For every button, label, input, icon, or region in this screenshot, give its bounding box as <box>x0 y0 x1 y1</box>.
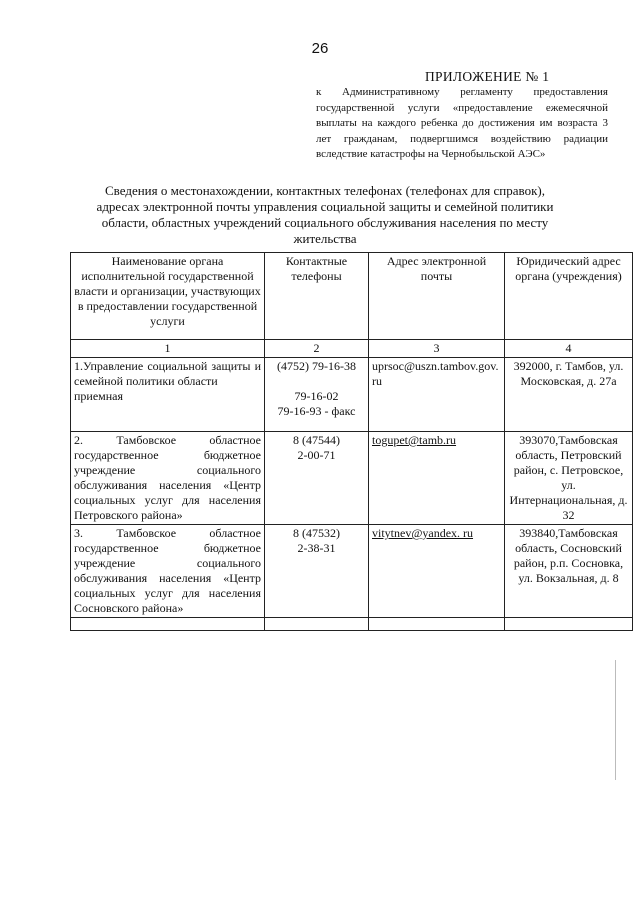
phone-main: 8 (47532) <box>293 526 340 540</box>
table-header-row <box>71 253 633 340</box>
address-cell: 393840,Тамбовская область, Сосновский район, р.п. Сосновка, ул. Вокзальная, д. 8 <box>505 525 633 618</box>
phone-cell <box>265 432 369 525</box>
table-row <box>71 618 633 631</box>
document-heading: Сведения о местонахождении, контактных телефонах (телефонах для справок), адресах электронной почты управления социальной защиты и семейной политики области, областных учреждений социального обслуживания населения по месту жительства <box>96 183 554 246</box>
phone-extra: 79-16-02 <box>294 389 339 403</box>
phone-fax: 79-16-93 - факс <box>277 404 356 418</box>
phone-main: (4752) 79-16-38 <box>277 359 356 373</box>
organization-note: приемная <box>74 389 124 403</box>
empty-cell <box>265 618 369 631</box>
header-phones: Контактные телефоны <box>265 253 369 340</box>
header-address: Юридический адрес органа (учреждения) <box>505 253 633 340</box>
column-number: 2 <box>265 340 369 358</box>
phone-extra: 2-38-31 <box>297 541 336 555</box>
empty-cell <box>505 618 633 631</box>
header-email: Адрес электронной почты <box>369 253 505 340</box>
header-organization: Наименование органа исполнительной государственной власти и организации, участвующих в предоставлении государственной услуги <box>71 253 265 340</box>
phone-main: 8 (47544) <box>293 433 340 447</box>
email-cell <box>369 525 505 618</box>
organization-cell: 2. Тамбовское областное государственное бюджетное учреждение социального обслуживания населения «Центр социальных услуг для населения Петровского района» <box>71 432 265 525</box>
email-cell <box>369 432 505 525</box>
organization-cell: 3. Тамбовское областное государственное бюджетное учреждение социального обслуживания населения «Центр социальных услуг для населения Сосновского района» <box>71 525 265 618</box>
column-number: 4 <box>505 340 633 358</box>
empty-cell <box>71 618 265 631</box>
column-number: 3 <box>369 340 505 358</box>
email-cell <box>369 358 505 432</box>
table-row <box>71 432 633 525</box>
page-number: 26 <box>311 40 329 57</box>
address-cell: 392000, г. Тамбов, ул. Московская, д. 27а <box>505 358 633 432</box>
table-row <box>71 525 633 618</box>
phone-cell <box>265 525 369 618</box>
column-number-row <box>71 340 633 358</box>
email-link[interactable]: togupet@tamb.ru <box>372 433 457 447</box>
table-row <box>71 358 633 432</box>
email-link[interactable]: uprsoc@uszn.tambov.gov.ru <box>372 359 499 388</box>
address-cell: 393070,Тамбовская область, Петровский район, с. Петровское, ул. Интернациональная, д. 32 <box>505 432 633 525</box>
organization-cell <box>71 358 265 432</box>
phone-cell <box>265 358 369 432</box>
column-number: 1 <box>71 340 265 358</box>
organization-name: 1.Управление социальной защиты и семейной политики области <box>74 359 261 388</box>
email-link[interactable]: vitytnev@yandex. ru <box>372 526 474 540</box>
scan-artifact <box>615 660 616 780</box>
phone-extra: 2-00-71 <box>297 448 336 462</box>
appendix-title: ПРИЛОЖЕНИЕ № 1 <box>425 69 550 84</box>
empty-cell <box>369 618 505 631</box>
appendix-text: к Административному регламенту предоставления государственной услуги «предоставление ежемесячной выплаты на каждого ребенка до достижения им возраста 3 лет гражданам, подвергшимся воздействию радиации вследствие катастрофы на Чернобыльской АЭС» <box>316 86 608 160</box>
contacts-table <box>70 252 633 631</box>
